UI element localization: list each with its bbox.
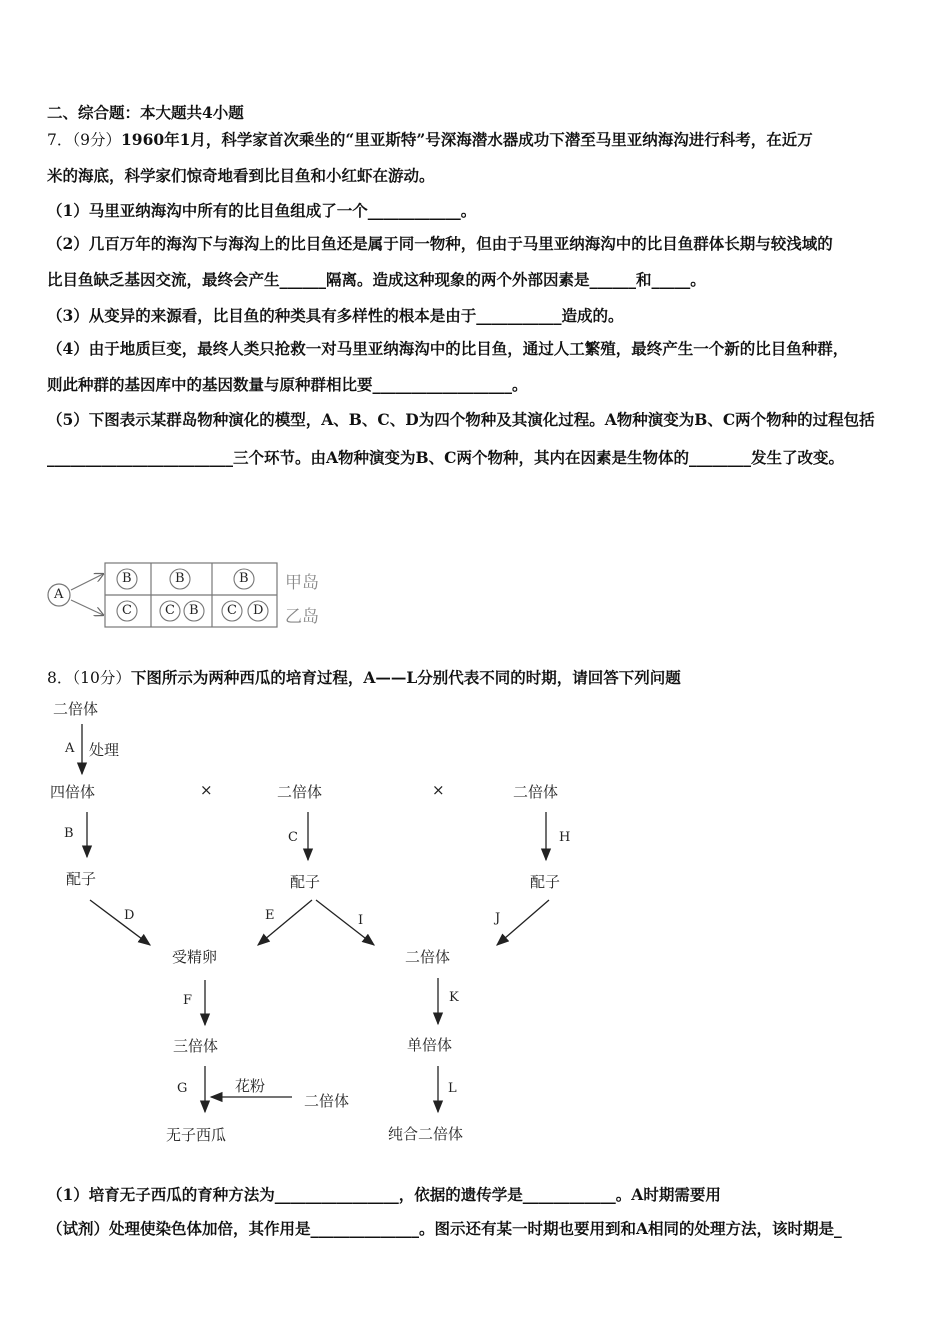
label-d: D xyxy=(124,908,135,923)
island-top-1: B xyxy=(122,571,132,586)
q7-sub5-line2: ________________________三个环节。由A物种演变为B、C两个物种，其内在因素是生物体的________发生了改变。 xyxy=(47,448,844,467)
label-c: C xyxy=(288,830,298,845)
q7-sub5-line1: （5）下图表示某群岛物种演化的模型，A、B、C、D为四个物种及其演化过程。A物种演变为B、C两个物种的过程包括 xyxy=(47,410,875,429)
arrow-d xyxy=(90,900,150,945)
cross-right: × xyxy=(432,781,445,799)
label-b: B xyxy=(64,826,74,841)
node-haploid: 单倍体 xyxy=(407,1036,453,1054)
node-diploid-mid: 二倍体 xyxy=(277,783,323,801)
label-a: A xyxy=(65,741,75,756)
node-gamete-mid: 配子 xyxy=(290,873,321,891)
q7-sub3: （3）从变异的来源看，比目鱼的种类具有多样性的根本是由于___________造成的。 xyxy=(47,306,624,325)
node-gamete-left: 配子 xyxy=(66,870,97,888)
label-e: E xyxy=(265,908,275,923)
node-gamete-right: 配子 xyxy=(530,873,561,891)
island-bottom-3b: D xyxy=(253,603,264,618)
q7-sub1: （1）马里亚纳海沟中所有的比目鱼组成了一个____________。 xyxy=(47,201,477,220)
node-diploid-pollen: 二倍体 xyxy=(304,1092,350,1110)
island-top-3: B xyxy=(239,571,249,586)
node-diploid-top: 二倍体 xyxy=(53,700,99,718)
island-bottom-2a: C xyxy=(165,603,175,618)
arrow-j xyxy=(497,900,549,945)
node-seedless-watermelon: 无子西瓜 xyxy=(166,1126,227,1144)
label-pollen: 花粉 xyxy=(235,1077,266,1095)
q7-stem-text: 1960年1月，科学家首次乘坐的“里亚斯特”号深海潜水器成功下潜至马里亚纳海沟进行科考，在近万 xyxy=(121,130,813,149)
label-f: F xyxy=(183,993,193,1008)
section-title: 二、综合题：本大题共4小题 xyxy=(47,103,244,122)
cross-left: × xyxy=(200,781,213,799)
island-top-2: B xyxy=(175,571,185,586)
q7-stem-line2: 米的海底，科学家们惊奇地看到比目鱼和小红虾在游动。 xyxy=(47,166,435,185)
q7-sub4-line1: （4）由于地质巨变，最终人类只抢救一对马里亚纳海沟中的比目鱼，通过人工繁殖，最终产生一个新的比目鱼种群， xyxy=(47,339,849,358)
island-origin: A xyxy=(54,587,64,602)
label-j: J xyxy=(495,911,501,926)
island-label-jia: 甲岛 xyxy=(285,573,319,593)
label-i: I xyxy=(358,913,364,928)
q8-number: 8． xyxy=(47,669,73,687)
q7-sub4-line2: 则此种群的基因库中的基因数量与原种群相比要__________________。 xyxy=(47,375,528,394)
arrow-i xyxy=(316,900,374,945)
label-h: H xyxy=(559,830,571,845)
node-diploid-lower: 二倍体 xyxy=(405,948,451,966)
label-l: L xyxy=(448,1081,457,1096)
label-g: G xyxy=(177,1081,188,1096)
q7-sub2-line2: 比目鱼缺乏基因交流，最终会产生______隔离。造成这种现象的两个外部因素是______和_____。 xyxy=(47,270,706,289)
q8-sub1-line2: （试剂）处理使染色体加倍，其作用是______________。图示还有某一时期也要用到和A相同的处理方法，该时期是_ xyxy=(47,1219,842,1238)
label-a-text: 处理 xyxy=(89,741,120,759)
island-bottom-1: C xyxy=(122,603,132,618)
q7-sub2-line1: （2）几百万年的海沟下与海沟上的比目鱼还是属于同一物种，但由于马里亚纳海沟中的比目鱼群体长期与较浅域的 xyxy=(47,234,833,253)
island-bottom-2b: B xyxy=(189,603,199,618)
label-k: K xyxy=(449,990,459,1005)
node-zygote: 受精卵 xyxy=(172,948,218,966)
q8-score: （10分） xyxy=(72,669,131,687)
q7-number: 7． xyxy=(47,131,73,149)
island-bottom-3a: C xyxy=(227,603,237,618)
node-diploid-right: 二倍体 xyxy=(513,783,559,801)
island-label-yi: 乙岛 xyxy=(285,607,319,627)
node-tetraploid: 四倍体 xyxy=(50,783,96,801)
q8-stem-text: 下图所示为两种西瓜的培育过程，A——L分别代表不同的时期，请回答下列问题 xyxy=(130,668,681,687)
q7-score: （9分） xyxy=(72,131,121,149)
q8-sub1-line1: （1）培育无子西瓜的育种方法为________________，依据的遗传学是____________。A时期需要用 xyxy=(47,1185,721,1204)
node-triploid: 三倍体 xyxy=(173,1037,219,1055)
node-pure-diploid: 纯合二倍体 xyxy=(388,1125,464,1143)
